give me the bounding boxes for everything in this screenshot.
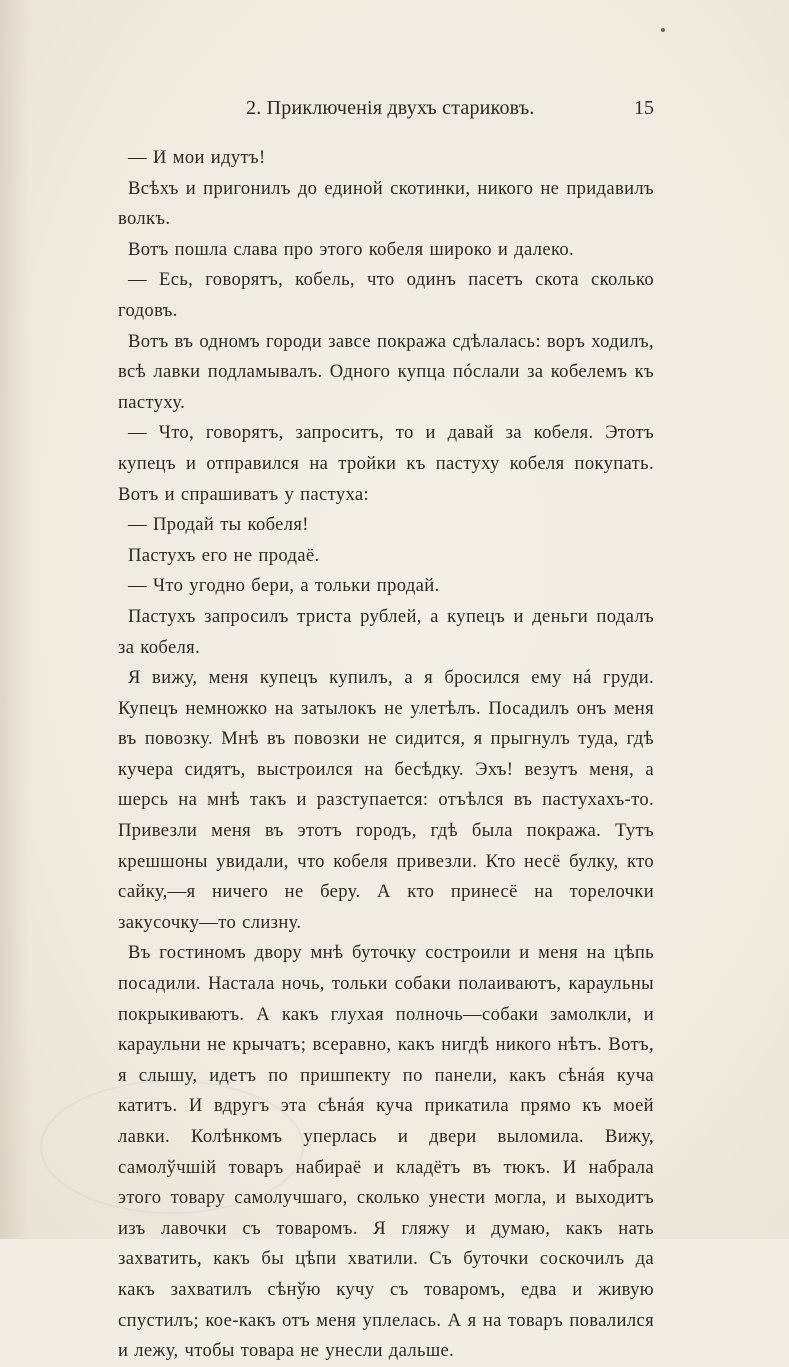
binding-shadow	[0, 0, 30, 1239]
paragraph: — Что, говорятъ, запроситъ, то и давай за кобеля. Этотъ купецъ и отправился на тройки къ пастуху кобеля покупать. Вотъ и спрашиватъ у пастуха:	[118, 422, 654, 505]
paragraph: — Продай ты кобеля!	[128, 514, 309, 536]
paragraph: Пастухъ его не продаё.	[128, 544, 320, 566]
paragraph: Вотъ въ одномъ городи завсе покража сдѣлалась: воръ ходилъ, всѣ лавки подламывалъ. Одного купца пóслали за кобелемъ къ пастуху.	[118, 330, 654, 413]
running-title: 2. Приключенія двухъ стариковъ.	[246, 97, 535, 119]
paragraph: — И мои идутъ!	[128, 147, 266, 168]
paragraph: — Что угодно бери, а тольки продай.	[128, 575, 440, 597]
paragraph: Въ гостиномъ двору мнѣ буточку состроили и меня на цѣпь посадили. Настала ночь, тольки собаки полаиваютъ, караульны покрыкиваютъ. А какъ глухая полночь—собаки замолкли, и караульни не крычатъ; всеравно, какъ нигдѣ никого нѣтъ. Вотъ, я слышу, идетъ по пришпекту по панели, какъ сѣнáя куча катитъ. И вдругъ эта сѣнáя куча прикатила прямо къ моей лавки. Колѣнкомъ уперлась и двери выломила. Вижу, самолўчшій товаръ набираё и кладётъ въ тюкъ. И набрала этого товару самолучшаго, сколько унести могла, и выходитъ изъ лавочки съ товаромъ. Я гляжу и думаю, какъ нать захватить, какъ бы цѣпи хватили. Съ буточки соскочилъ да какъ захватилъ сѣнўю кучу съ товаромъ, едва и живую спустилъ; кое-какъ отъ меня уплелась. А я на товаръ повалился и лежу, чтобы товара не унесли дальше.	[118, 942, 654, 1362]
speck-mark	[661, 28, 665, 32]
paragraph: — Есь, говорятъ, кобель, что одинъ пасетъ скота сколько годовъ.	[118, 269, 654, 321]
paragraph: Я вижу, меня купецъ купилъ, а я бросился ему нá груди. Купецъ немножко на затылокъ не улетѣлъ. Посадилъ онъ меня въ повозку. Мнѣ въ повозки не сидится, я прыгнулъ туда, гдѣ кучера сидятъ, выстроился на бесѣдку. Эхъ! везутъ меня, а шерсь на мнѣ такъ и разступается: отъѣлся въ пастухахъ-то. Привезли меня въ этотъ городъ, гдѣ была покража. Тутъ крешшоны увидали, что кобеля привезли. Кто несё булку, кто сайку,—я ничего не беру. А кто принесё на торелочки закусочку—то слизну.	[118, 667, 654, 933]
body-text	[118, 143, 654, 1367]
paragraph: Вотъ пошла слава про этого кобеля широко и далеко.	[128, 238, 575, 260]
paragraph: Всѣхъ и пригонилъ до единой скотинки, никого не придавилъ волкъ.	[118, 177, 654, 230]
page-number: 15	[634, 97, 654, 119]
running-header	[118, 97, 654, 127]
paragraph: Пастухъ запросилъ триста рублей, а купецъ и деньги подалъ за кобеля.	[118, 605, 654, 658]
